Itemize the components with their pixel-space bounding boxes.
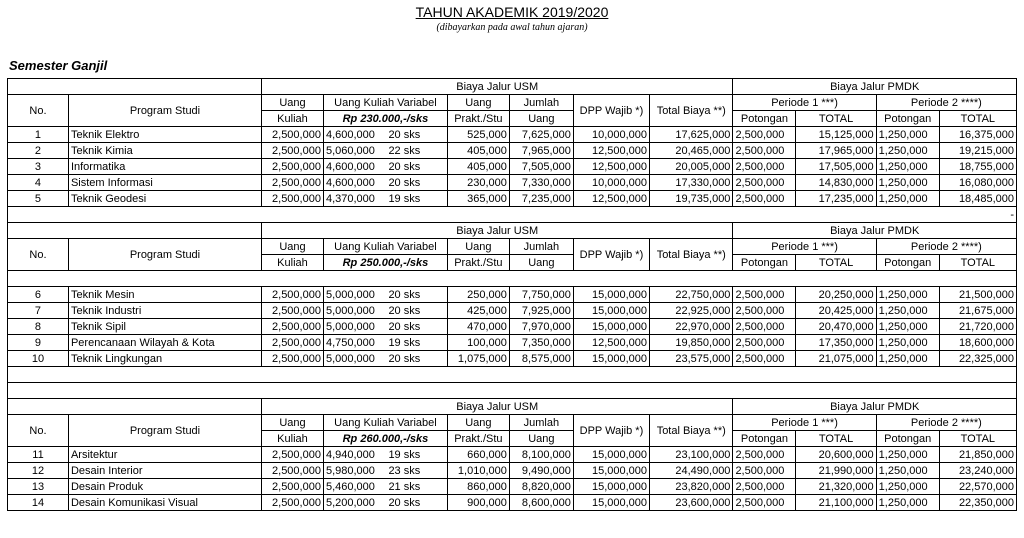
table-row <box>8 479 1017 495</box>
p2-potongan-value: 1,250,000 <box>876 351 939 367</box>
dpp-value: 15,000,000 <box>573 447 649 463</box>
gap-cell <box>8 383 1017 399</box>
prakt-value: 405,000 <box>447 143 509 159</box>
usm-group-header: Biaya Jalur USM <box>261 399 732 415</box>
jumlah-header: Uang <box>509 111 573 127</box>
jumlah-value: 8,100,000 <box>509 447 573 463</box>
p1-potongan-value: 2,500,000 <box>733 159 796 175</box>
variable-fee-value: 4,600,000 <box>323 159 386 175</box>
header-row-columns <box>8 415 1017 431</box>
header-row-columns <box>8 239 1017 255</box>
table-row <box>8 159 1017 175</box>
jumlah-value: 8,600,000 <box>509 495 573 511</box>
p1-total-value: 15,125,000 <box>796 127 876 143</box>
p1-total-value: 17,505,000 <box>796 159 876 175</box>
prakt-value: 1,075,000 <box>447 351 509 367</box>
table-row <box>8 175 1017 191</box>
p2-potongan-value: 1,250,000 <box>876 319 939 335</box>
p2-total-value: 22,350,000 <box>939 495 1016 511</box>
row-number: 3 <box>8 159 69 175</box>
dpp-header: DPP Wajib *) <box>573 415 649 447</box>
uang-kuliah-value: 2,500,000 <box>261 495 323 511</box>
variable-fee-header: Uang Kuliah Variabel <box>323 239 447 255</box>
p2-total-value: 18,485,000 <box>939 191 1016 207</box>
p2-total-value: 21,500,000 <box>939 287 1016 303</box>
variable-fee-header: Uang Kuliah Variabel <box>323 95 447 111</box>
total-biaya-header: Total Biaya **) <box>650 95 733 127</box>
prakt-value: 100,000 <box>447 335 509 351</box>
periode2-header: Periode 2 ****) <box>876 95 1016 111</box>
header-row-group <box>8 399 1017 415</box>
dpp-value: 12,500,000 <box>573 159 649 175</box>
section-gap <box>8 383 1017 399</box>
program-name: Arsitektur <box>68 447 261 463</box>
prakt-value: 860,000 <box>447 479 509 495</box>
potongan-header: Potongan <box>733 255 796 271</box>
p1-potongan-value: 2,500,000 <box>733 127 796 143</box>
table-row <box>8 447 1017 463</box>
potongan-header: Potongan <box>876 255 939 271</box>
total-biaya-value: 23,820,000 <box>650 479 733 495</box>
p2-total-value: 22,570,000 <box>939 479 1016 495</box>
prakt-header: Uang <box>447 239 509 255</box>
sks-count: 19 sks <box>386 335 447 351</box>
header-row-group <box>8 223 1017 239</box>
total-biaya-value: 19,735,000 <box>650 191 733 207</box>
periode2-header: Periode 2 ****) <box>876 415 1016 431</box>
variable-fee-value: 4,750,000 <box>323 335 386 351</box>
p2-total-value: 21,720,000 <box>939 319 1016 335</box>
row-number: 2 <box>8 143 69 159</box>
prakt-value: 405,000 <box>447 159 509 175</box>
p2-total-value: 18,755,000 <box>939 159 1016 175</box>
total-biaya-value: 22,925,000 <box>650 303 733 319</box>
p2-total-value: 22,325,000 <box>939 351 1016 367</box>
p1-potongan-value: 2,500,000 <box>733 303 796 319</box>
p1-total-value: 20,425,000 <box>796 303 876 319</box>
periode2-header: Periode 2 ****) <box>876 239 1016 255</box>
p2-potongan-value: 1,250,000 <box>876 447 939 463</box>
prakt-value: 425,000 <box>447 303 509 319</box>
jumlah-value: 7,625,000 <box>509 127 573 143</box>
jumlah-value: 7,235,000 <box>509 191 573 207</box>
jumlah-value: 7,970,000 <box>509 319 573 335</box>
no-header: No. <box>8 239 69 271</box>
jumlah-value: 8,820,000 <box>509 479 573 495</box>
sks-count: 22 sks <box>386 143 447 159</box>
total-biaya-header: Total Biaya **) <box>650 239 733 271</box>
pmdk-group-header: Biaya Jalur PMDK <box>733 223 1017 239</box>
p1-potongan-value: 2,500,000 <box>733 351 796 367</box>
p1-potongan-value: 2,500,000 <box>733 319 796 335</box>
sks-count: 23 sks <box>386 463 447 479</box>
dpp-value: 10,000,000 <box>573 127 649 143</box>
p2-potongan-value: 1,250,000 <box>876 303 939 319</box>
p2-total-value: 16,375,000 <box>939 127 1016 143</box>
program-name: Perencanaan Wilayah & Kota <box>68 335 261 351</box>
sks-count: 20 sks <box>386 127 447 143</box>
p1-potongan-value: 2,500,000 <box>733 143 796 159</box>
section-gap <box>8 367 1017 383</box>
prakt-value: 900,000 <box>447 495 509 511</box>
total-header: TOTAL <box>796 255 876 271</box>
gap-cell <box>8 367 1017 383</box>
prakt-header: Uang <box>447 415 509 431</box>
uang-kuliah-value: 2,500,000 <box>261 175 323 191</box>
program-name: Teknik Lingkungan <box>68 351 261 367</box>
prakt-header: Uang <box>447 95 509 111</box>
p1-potongan-value: 2,500,000 <box>733 447 796 463</box>
jumlah-value: 8,575,000 <box>509 351 573 367</box>
p2-potongan-value: 1,250,000 <box>876 479 939 495</box>
variable-fee-value: 4,940,000 <box>323 447 386 463</box>
variable-fee-value: 4,600,000 <box>323 175 386 191</box>
usm-group-header: Biaya Jalur USM <box>261 79 732 95</box>
p1-potongan-value: 2,500,000 <box>733 463 796 479</box>
table-row <box>8 495 1017 511</box>
variable-fee-value: 5,980,000 <box>323 463 386 479</box>
section-gap <box>8 207 1017 223</box>
row-number: 12 <box>8 463 69 479</box>
table-row <box>8 143 1017 159</box>
variable-fee-header: Uang Kuliah Variabel <box>323 415 447 431</box>
p1-potongan-value: 2,500,000 <box>733 175 796 191</box>
p2-potongan-value: 1,250,000 <box>876 463 939 479</box>
program-header: Program Studi <box>68 95 261 127</box>
header-row-group <box>8 79 1017 95</box>
p2-total-value: 23,240,000 <box>939 463 1016 479</box>
total-biaya-value: 19,850,000 <box>650 335 733 351</box>
row-number: 9 <box>8 335 69 351</box>
program-name: Desain Komunikasi Visual <box>68 495 261 511</box>
p2-potongan-value: 1,250,000 <box>876 127 939 143</box>
program-name: Informatika <box>68 159 261 175</box>
variable-fee-value: 5,000,000 <box>323 303 386 319</box>
uang-kuliah-header: Uang <box>261 239 323 255</box>
row-number: 13 <box>8 479 69 495</box>
program-header: Program Studi <box>68 239 261 271</box>
sks-count: 20 sks <box>386 495 447 511</box>
uang-kuliah-value: 2,500,000 <box>261 303 323 319</box>
dpp-value: 15,000,000 <box>573 463 649 479</box>
p1-total-value: 21,990,000 <box>796 463 876 479</box>
no-header: No. <box>8 415 69 447</box>
usm-group-header: Biaya Jalur USM <box>261 223 732 239</box>
row-number: 10 <box>8 351 69 367</box>
dpp-value: 12,500,000 <box>573 191 649 207</box>
uang-kuliah-value: 2,500,000 <box>261 127 323 143</box>
row-number: 5 <box>8 191 69 207</box>
jumlah-value: 7,965,000 <box>509 143 573 159</box>
prakt-value: 250,000 <box>447 287 509 303</box>
sks-count: 20 sks <box>386 175 447 191</box>
dpp-value: 15,000,000 <box>573 495 649 511</box>
prakt-value: 365,000 <box>447 191 509 207</box>
total-header: TOTAL <box>939 111 1016 127</box>
total-biaya-value: 17,625,000 <box>650 127 733 143</box>
jumlah-value: 7,925,000 <box>509 303 573 319</box>
uang-kuliah-value: 2,500,000 <box>261 143 323 159</box>
sks-count: 19 sks <box>386 191 447 207</box>
total-biaya-value: 20,005,000 <box>650 159 733 175</box>
jumlah-header: Uang <box>509 255 573 271</box>
header-empty <box>8 79 262 95</box>
p1-potongan-value: 2,500,000 <box>733 191 796 207</box>
jumlah-value: 9,490,000 <box>509 463 573 479</box>
table-row <box>8 303 1017 319</box>
prakt-value: 1,010,000 <box>447 463 509 479</box>
dpp-value: 15,000,000 <box>573 303 649 319</box>
program-name: Desain Produk <box>68 479 261 495</box>
sks-rate: Rp 250.000,-/sks <box>323 255 447 271</box>
jumlah-header: Jumlah <box>509 95 573 111</box>
variable-fee-value: 5,000,000 <box>323 287 386 303</box>
row-number: 14 <box>8 495 69 511</box>
total-biaya-value: 22,750,000 <box>650 287 733 303</box>
p2-potongan-value: 1,250,000 <box>876 175 939 191</box>
variable-fee-value: 5,200,000 <box>323 495 386 511</box>
p1-potongan-value: 2,500,000 <box>733 495 796 511</box>
potongan-header: Potongan <box>733 431 796 447</box>
dpp-value: 15,000,000 <box>573 287 649 303</box>
pmdk-group-header: Biaya Jalur PMDK <box>733 399 1017 415</box>
p2-total-value: 16,080,000 <box>939 175 1016 191</box>
p2-total-value: 21,675,000 <box>939 303 1016 319</box>
uang-kuliah-header: Uang <box>261 95 323 111</box>
header-empty <box>8 399 262 415</box>
p1-total-value: 14,830,000 <box>796 175 876 191</box>
p2-potongan-value: 1,250,000 <box>876 287 939 303</box>
dpp-value: 15,000,000 <box>573 351 649 367</box>
sks-count: 20 sks <box>386 303 447 319</box>
potongan-header: Potongan <box>876 431 939 447</box>
prakt-value: 470,000 <box>447 319 509 335</box>
row-number: 4 <box>8 175 69 191</box>
p1-potongan-value: 2,500,000 <box>733 287 796 303</box>
row-number: 1 <box>8 127 69 143</box>
sks-rate: Rp 230.000,-/sks <box>323 111 447 127</box>
potongan-header: Potongan <box>876 111 939 127</box>
p1-total-value: 17,965,000 <box>796 143 876 159</box>
uang-kuliah-header: Kuliah <box>261 255 323 271</box>
sks-count: 21 sks <box>386 479 447 495</box>
table-row <box>8 191 1017 207</box>
uang-kuliah-header: Kuliah <box>261 431 323 447</box>
table-row <box>8 287 1017 303</box>
sks-count: 20 sks <box>386 351 447 367</box>
p2-total-value: 21,850,000 <box>939 447 1016 463</box>
row-number: 11 <box>8 447 69 463</box>
header-row-columns <box>8 95 1017 111</box>
total-biaya-value: 24,490,000 <box>650 463 733 479</box>
prakt-header: Prakt./Stu <box>447 255 509 271</box>
total-biaya-value: 23,575,000 <box>650 351 733 367</box>
sks-count: 19 sks <box>386 447 447 463</box>
prakt-header: Prakt./Stu <box>447 431 509 447</box>
sks-count: 20 sks <box>386 159 447 175</box>
total-biaya-value: 23,600,000 <box>650 495 733 511</box>
p1-total-value: 21,075,000 <box>796 351 876 367</box>
uang-kuliah-value: 2,500,000 <box>261 159 323 175</box>
p1-potongan-value: 2,500,000 <box>733 335 796 351</box>
program-header: Program Studi <box>68 415 261 447</box>
spacer-row <box>8 271 1017 287</box>
uang-kuliah-value: 2,500,000 <box>261 447 323 463</box>
dpp-value: 10,000,000 <box>573 175 649 191</box>
potongan-header: Potongan <box>733 111 796 127</box>
uang-kuliah-value: 2,500,000 <box>261 287 323 303</box>
jumlah-value: 7,330,000 <box>509 175 573 191</box>
uang-kuliah-value: 2,500,000 <box>261 463 323 479</box>
total-header: TOTAL <box>939 431 1016 447</box>
program-name: Teknik Mesin <box>68 287 261 303</box>
periode1-header: Periode 1 ***) <box>733 415 876 431</box>
prakt-value: 525,000 <box>447 127 509 143</box>
row-number: 7 <box>8 303 69 319</box>
dpp-value: 15,000,000 <box>573 319 649 335</box>
jumlah-header: Jumlah <box>509 415 573 431</box>
document-title: TAHUN AKADEMIK 2019/2020 <box>415 4 609 20</box>
total-biaya-value: 17,330,000 <box>650 175 733 191</box>
variable-fee-value: 5,060,000 <box>323 143 386 159</box>
program-name: Teknik Elektro <box>68 127 261 143</box>
uang-kuliah-header: Kuliah <box>261 111 323 127</box>
jumlah-value: 7,350,000 <box>509 335 573 351</box>
program-name: Sistem Informasi <box>68 175 261 191</box>
table-row <box>8 127 1017 143</box>
total-header: TOTAL <box>939 255 1016 271</box>
semester-heading: Semester Ganjil <box>9 58 108 73</box>
uang-kuliah-header: Uang <box>261 415 323 431</box>
program-name: Teknik Sipil <box>68 319 261 335</box>
header-empty <box>8 223 262 239</box>
p1-total-value: 17,350,000 <box>796 335 876 351</box>
total-biaya-value: 23,100,000 <box>650 447 733 463</box>
dpp-header: DPP Wajib *) <box>573 95 649 127</box>
total-biaya-header: Total Biaya **) <box>650 415 733 447</box>
variable-fee-value: 4,600,000 <box>323 127 386 143</box>
sks-count: 20 sks <box>386 319 447 335</box>
program-name: Teknik Kimia <box>68 143 261 159</box>
uang-kuliah-value: 2,500,000 <box>261 351 323 367</box>
p1-potongan-value: 2,500,000 <box>733 479 796 495</box>
fee-table <box>7 78 1017 511</box>
no-header: No. <box>8 95 69 127</box>
program-name: Desain Interior <box>68 463 261 479</box>
program-name: Teknik Geodesi <box>68 191 261 207</box>
p2-total-value: 18,600,000 <box>939 335 1016 351</box>
document-subtitle: (dibayarkan pada awal tahun ajaran) <box>436 22 588 33</box>
variable-fee-value: 5,460,000 <box>323 479 386 495</box>
row-number: 6 <box>8 287 69 303</box>
dpp-header: DPP Wajib *) <box>573 239 649 271</box>
jumlah-value: 7,750,000 <box>509 287 573 303</box>
p1-total-value: 21,320,000 <box>796 479 876 495</box>
p2-potongan-value: 1,250,000 <box>876 159 939 175</box>
p2-total-value: 19,215,000 <box>939 143 1016 159</box>
prakt-value: 230,000 <box>447 175 509 191</box>
spacer-cell <box>8 271 1017 287</box>
sks-rate: Rp 260.000,-/sks <box>323 431 447 447</box>
table-row <box>8 319 1017 335</box>
jumlah-value: 7,505,000 <box>509 159 573 175</box>
dpp-value: 15,000,000 <box>573 479 649 495</box>
total-header: TOTAL <box>796 431 876 447</box>
p1-total-value: 20,600,000 <box>796 447 876 463</box>
periode1-header: Periode 1 ***) <box>733 239 876 255</box>
program-name: Teknik Industri <box>68 303 261 319</box>
variable-fee-value: 5,000,000 <box>323 351 386 367</box>
total-biaya-value: 20,465,000 <box>650 143 733 159</box>
p2-potongan-value: 1,250,000 <box>876 191 939 207</box>
uang-kuliah-value: 2,500,000 <box>261 479 323 495</box>
total-biaya-value: 22,970,000 <box>650 319 733 335</box>
uang-kuliah-value: 2,500,000 <box>261 335 323 351</box>
variable-fee-value: 5,000,000 <box>323 319 386 335</box>
p1-total-value: 20,250,000 <box>796 287 876 303</box>
pmdk-group-header: Biaya Jalur PMDK <box>733 79 1017 95</box>
total-header: TOTAL <box>796 111 876 127</box>
dpp-value: 12,500,000 <box>573 143 649 159</box>
p1-total-value: 20,470,000 <box>796 319 876 335</box>
variable-fee-value: 4,370,000 <box>323 191 386 207</box>
table-row <box>8 351 1017 367</box>
dpp-value: 12,500,000 <box>573 335 649 351</box>
p2-potongan-value: 1,250,000 <box>876 335 939 351</box>
prakt-value: 660,000 <box>447 447 509 463</box>
uang-kuliah-value: 2,500,000 <box>261 191 323 207</box>
p2-potongan-value: 1,250,000 <box>876 143 939 159</box>
sks-count: 20 sks <box>386 287 447 303</box>
periode1-header: Periode 1 ***) <box>733 95 876 111</box>
p1-total-value: 17,235,000 <box>796 191 876 207</box>
gap-cell: - <box>8 207 1017 223</box>
uang-kuliah-value: 2,500,000 <box>261 319 323 335</box>
p1-total-value: 21,100,000 <box>796 495 876 511</box>
table-row <box>8 335 1017 351</box>
table-row <box>8 463 1017 479</box>
p2-potongan-value: 1,250,000 <box>876 495 939 511</box>
jumlah-header: Jumlah <box>509 239 573 255</box>
prakt-header: Prakt./Stu <box>447 111 509 127</box>
row-number: 8 <box>8 319 69 335</box>
jumlah-header: Uang <box>509 431 573 447</box>
